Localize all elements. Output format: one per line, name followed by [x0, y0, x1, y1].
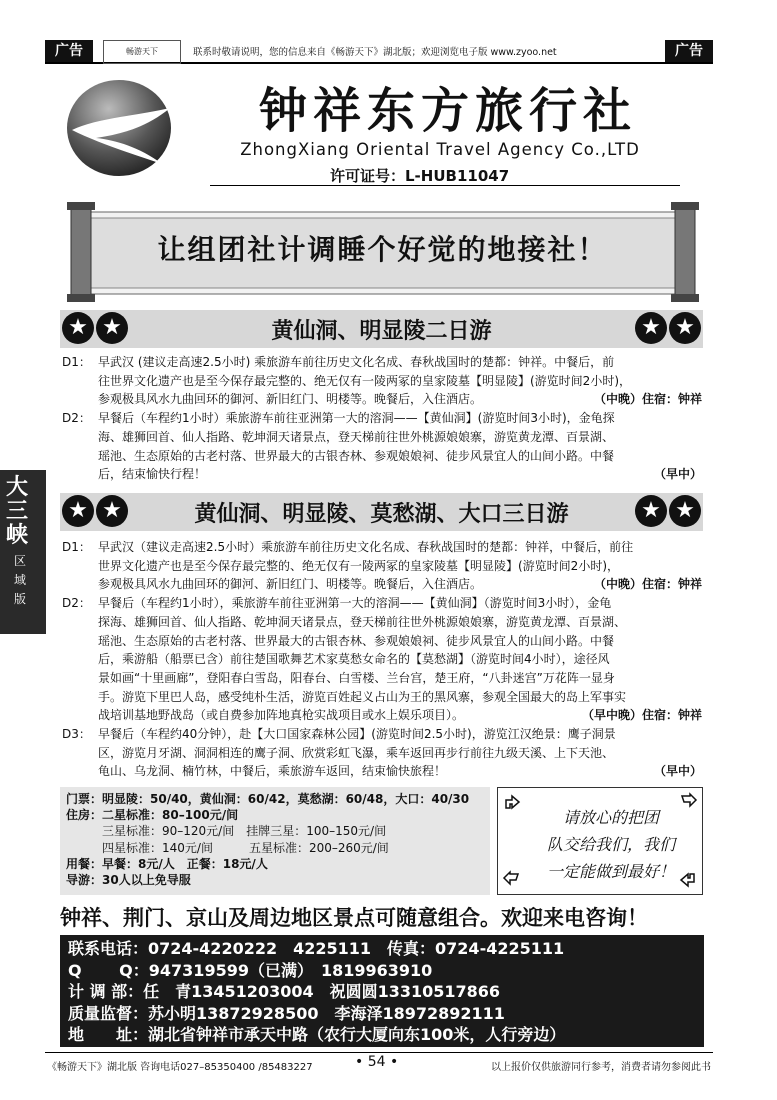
- arrow-icon: [502, 870, 522, 890]
- tour2-itinerary: [62, 538, 702, 781]
- agency-logo-icon: [66, 78, 172, 178]
- itinerary-line: [98, 465, 702, 484]
- tour1-title: 黄仙洞、明显陵二日游: [271, 319, 492, 344]
- price-line: 用餐：早餐：8元/人 正餐：18元/人: [66, 856, 268, 871]
- note-line: 一定能做到最好！: [546, 862, 675, 881]
- note-line: 队交给我们，我们: [546, 835, 675, 854]
- contact-block: [60, 935, 704, 1047]
- itinerary-line: [98, 575, 702, 594]
- ad-tag-left: 广告: [45, 40, 93, 62]
- top-bar: [45, 40, 713, 64]
- itinerary-line: 早武汉 (建议走高速2.5小时) 乘旅游车前往历史文化名成、春秋战国时的楚都：钟祥。中餐后，前: [98, 355, 615, 369]
- star-icon: ★: [669, 495, 701, 527]
- day-label: D1：: [62, 355, 91, 369]
- star-icon: ★: [62, 495, 94, 527]
- contact-address: 地 址：湖北省钟祥市承天中路（农行大厦向东100米，人行旁边）: [68, 1025, 566, 1044]
- ad-tag-right: 广告: [665, 40, 713, 62]
- day-description: [98, 353, 702, 409]
- line-text: 参观极具风水九曲回环的御河、新旧红门、明楼等。晚餐后，入住酒店。: [98, 577, 483, 592]
- agency-name-en: ZhongXiang Oriental Travel Agency Co.,LTD: [240, 140, 640, 159]
- star-icon: ★: [96, 312, 128, 344]
- price-box: [60, 787, 490, 895]
- side-region-label: [0, 470, 46, 634]
- tour1-itinerary: [62, 353, 702, 484]
- itinerary-day: [62, 594, 702, 725]
- scroll-slogan: 让组团社计调睡个好觉的地接社！: [157, 233, 608, 266]
- agency-name-cn: 钟祥东方旅行社: [258, 83, 637, 139]
- meal-lodging: （早中）: [653, 467, 702, 482]
- star-icon: ★: [669, 312, 701, 344]
- itinerary-day: [62, 353, 702, 409]
- tour2-title: 黄仙洞、明显陵、莫愁湖、大口三日游: [194, 502, 569, 527]
- side-small-char: 区: [14, 554, 27, 568]
- day-description: [98, 409, 702, 484]
- day-description: [98, 594, 702, 725]
- line-text: 后，结束愉快行程！: [98, 467, 207, 482]
- combination-slogan: 钟祥、荆门、京山及周边地区景点可随意组合。欢迎来电咨询！: [60, 906, 648, 930]
- side-big-char: 三: [6, 499, 29, 524]
- itinerary-line: [98, 706, 702, 725]
- star-icon: ★: [635, 495, 667, 527]
- arrow-icon: [502, 792, 522, 812]
- day-description: [98, 538, 702, 594]
- side-small-char: 版: [14, 592, 27, 606]
- price-line: 导游：30人以上免导服: [66, 873, 191, 888]
- contact-qq: Q Q：947319599（已满） 1819963910: [68, 960, 433, 980]
- star-icon: ★: [62, 312, 94, 344]
- itinerary-line: [98, 762, 702, 781]
- price-line: 三星标准：90–120元/间 挂牌三星：100–150元/间: [102, 824, 387, 839]
- star-pair-right: [635, 312, 701, 344]
- itinerary-day: [62, 409, 702, 484]
- line-text: 龟山、乌龙洞、楠竹林，中餐后，乘旅游车返回，结束愉快旅程！: [98, 764, 447, 779]
- tour1-banner: [60, 310, 703, 348]
- meal-lodging: （中晚）住宿：钟祥: [593, 392, 702, 407]
- license-number: 许可证号：L-HUB11047: [330, 167, 510, 185]
- itinerary-line: 探海、雄狮回首、仙人指路、乾坤洞天诸景点，登天梯前往世外桃源娘娘寨，游览黄龙潭、百景湖、: [98, 614, 627, 629]
- itinerary-day: [62, 538, 702, 594]
- itinerary-line: 早餐后（车程约1小时）乘旅游车前往亚洲第一大的溶洞——【黄仙洞】(游览时间3小时)，金龟探: [98, 411, 615, 426]
- itinerary-line: 手。游览下里巴人岛，感受纯朴生活，游览百姓起义占山为王的黑风寨，参观全国最大的岛上军事实: [98, 689, 627, 704]
- note-line: 请放心的把团: [562, 808, 659, 827]
- day-label: D2：: [62, 596, 91, 611]
- meal-lodging: （中晚）住宿：钟祥: [593, 577, 702, 592]
- line-text: 战培训基地野战岛（或自费参加阵地真枪实战项目或水上娱乐项目）。: [98, 708, 465, 723]
- promise-note-box: [497, 787, 703, 895]
- itinerary-line: [98, 390, 702, 409]
- header-notice: 联系时敬请说明，您的信息来自《畅游天下》湖北版；欢迎浏览电子版 www.zyoo.net: [193, 47, 557, 58]
- publication-logo: 畅游天下: [103, 40, 181, 64]
- itinerary-line: 区，游览月牙湖、洞洞相连的鹰子洞、欣赏彩虹飞瀑，乘车返回再步行前往九级天溪、上下天池、: [98, 745, 615, 760]
- star-icon: ★: [96, 495, 128, 527]
- itinerary-line: 后，乘游船（船票已含）前往楚国歌舞艺术家莫愁女命名的【莫愁湖】（游览时间4小时），途径风: [98, 652, 610, 667]
- contact-quality-supervision: 质量监督：苏小明13872928500 李海泽18972892111: [68, 1003, 505, 1023]
- day-label: D3：: [62, 727, 91, 742]
- day-label: D2：: [62, 411, 91, 426]
- itinerary-day: [62, 725, 702, 781]
- divider: [210, 185, 680, 186]
- promise-note: [526, 804, 696, 885]
- itinerary-line: 往世界文化遗产也是至今保存最完整的、绝无仅有一陵两冢的皇家陵墓【明显陵】(游览时间2小时)，: [98, 373, 632, 388]
- meal-lodging: （早中）: [653, 764, 702, 779]
- tour2-banner: [60, 493, 703, 531]
- side-big-char: 峡: [6, 523, 29, 548]
- day-description: [98, 725, 702, 781]
- price-line: 住房：二星标准：80–100元/间: [66, 808, 239, 823]
- itinerary-line: 世界文化遗产也是至今保存最完整的、绝无仅有一陵两冢的皇家陵墓【明显陵】(游览时间2小时)，: [98, 558, 620, 573]
- itinerary-line: 海、雄狮回首、仙人指路、乾坤洞天诸景点，登天梯前往世外桃源娘娘寨，游览黄龙潭、百景湖、: [98, 429, 615, 444]
- meal-lodging: （早中晚）住宿：钟祥: [581, 708, 702, 723]
- itinerary-line: 瑶池、生态原始的古老村落、世界最大的古银杏林、参观娘娘祠、徒步风景宜人的山间小路。中餐: [98, 448, 615, 463]
- side-small-char: 域: [14, 573, 27, 587]
- itinerary-line: 早餐后（车程约40分钟），赴【大口国家森林公园】(游览时间2.5小时)，游览江汉绝景：鹰子洞景: [98, 727, 616, 742]
- day-label: D1：: [62, 540, 91, 554]
- footer-publication: 《畅游天下》湖北版 咨询电话027–85350400 /85483227: [47, 1062, 313, 1073]
- page-footer: [45, 1052, 713, 1077]
- star-pair-right: [635, 495, 701, 527]
- itinerary-line: 景如画“十里画廊”，登阳春白雪岛，阳春台、白雪楼、兰台宫，楚王府，“八卦迷宫”万花阵一显身: [98, 670, 615, 685]
- price-line: 门票：明显陵：50/40，黄仙洞：60/42，莫愁湖：60/48，大口：40/30: [66, 792, 470, 806]
- itinerary-line: 早武汉（建议走高速2.5小时）乘旅游车前往历史文化名成、春秋战国时的楚都：钟祥，中餐后，前往: [98, 540, 634, 554]
- line-text: 参观极具风水九曲回环的御河、新旧红门、明楼等。晚餐后，入住酒店。: [98, 392, 483, 407]
- itinerary-line: 早餐后（车程约1小时），乘旅游车前往亚洲第一大的溶洞——【黄仙洞】（游览时间3小时），金龟: [98, 596, 612, 611]
- contact-phone: 联系电话：0724-4220222 4225111 传真：0724-4225111: [68, 939, 565, 958]
- star-icon: ★: [635, 312, 667, 344]
- footer-disclaimer: 以上报价仅供旅游同行参考，消费者请勿参阅此书: [491, 1062, 711, 1073]
- page-number: • 54 •: [355, 1054, 399, 1070]
- contact-planning-dept: 计 调 部：任 青13451203004 祝圆圆13310517866: [68, 982, 501, 1001]
- side-big-char: 大: [6, 475, 29, 500]
- price-line: 四星标准：140元/间 五星标准：200–260元/间: [102, 840, 389, 855]
- itinerary-line: 瑶池、生态原始的古老村落、世界最大的古银杏林、参观娘娘祠、徒步风景宜人的山间小路。中餐: [98, 633, 615, 648]
